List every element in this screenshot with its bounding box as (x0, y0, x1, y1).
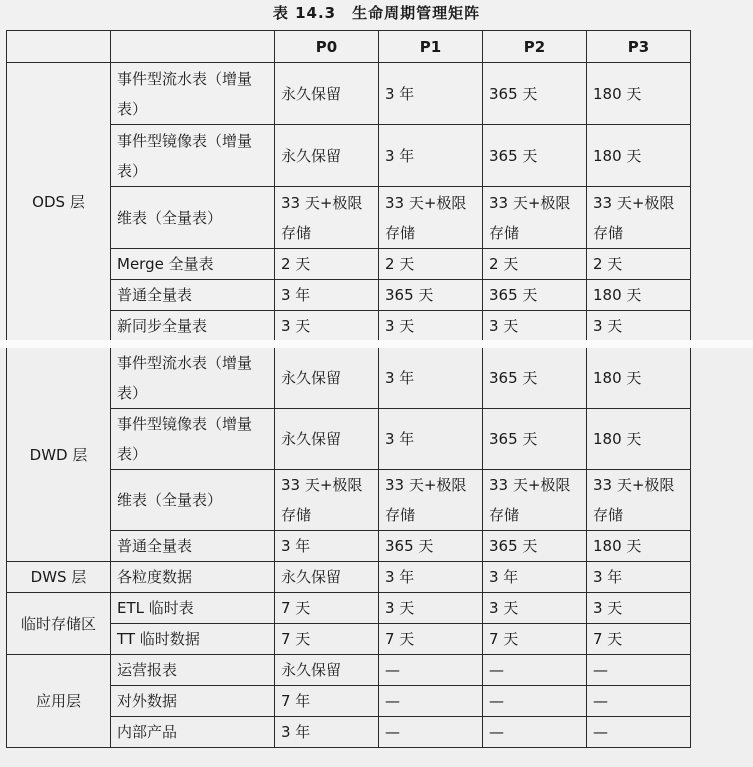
cell-p3: 180 天 (587, 409, 691, 470)
table-name: 事件型镜像表（增量表） (111, 125, 275, 187)
cell-p2: — (483, 655, 587, 686)
cell-p2: 2 天 (483, 249, 587, 280)
cell-p0: 33 天+极限存储 (275, 470, 379, 531)
header-row (7, 31, 691, 63)
cell-p1: 3 年 (379, 125, 483, 187)
cell-p2: 365 天 (483, 125, 587, 187)
table-name: 维表（全量表） (111, 187, 275, 249)
cell-p1: 33 天+极限存储 (379, 470, 483, 531)
header-blank (7, 31, 111, 63)
header-p0: P0 (275, 31, 379, 63)
cell-p0: 7 天 (275, 624, 379, 655)
cell-p3: 33 天+极限存储 (587, 187, 691, 249)
cell-p3: 180 天 (587, 348, 691, 409)
cell-p2: 3 天 (483, 311, 587, 341)
lifecycle-matrix-top (6, 30, 691, 340)
cell-p2: 365 天 (483, 63, 587, 125)
cell-p0: 33 天+极限存储 (275, 187, 379, 249)
cell-p3: 180 天 (587, 280, 691, 311)
cell-p3: 3 年 (587, 562, 691, 593)
table-name: 内部产品 (111, 717, 275, 748)
table-bottom-page (0, 348, 753, 767)
page-gap (0, 340, 753, 348)
table-row (7, 348, 691, 409)
table-name: 普通全量表 (111, 531, 275, 562)
layer-dws: DWS 层 (7, 562, 111, 593)
cell-p0: 永久保留 (275, 655, 379, 686)
cell-p1: 3 年 (379, 348, 483, 409)
cell-p3: 33 天+极限存储 (587, 470, 691, 531)
layer-application: 应用层 (7, 655, 111, 748)
table-name: 各粒度数据 (111, 562, 275, 593)
cell-p0: 7 年 (275, 686, 379, 717)
cell-p2: 3 天 (483, 593, 587, 624)
cell-p0: 2 天 (275, 249, 379, 280)
cell-p3: 3 天 (587, 593, 691, 624)
cell-p1: 33 天+极限存储 (379, 187, 483, 249)
cell-p1: 365 天 (379, 531, 483, 562)
cell-p3: 7 天 (587, 624, 691, 655)
cell-p2: 365 天 (483, 409, 587, 470)
table-name: 事件型镜像表（增量表） (111, 409, 275, 470)
cell-p1: — (379, 717, 483, 748)
cell-p2: 33 天+极限存储 (483, 187, 587, 249)
table-row (7, 655, 691, 686)
cell-p2: 7 天 (483, 624, 587, 655)
table-name: ETL 临时表 (111, 593, 275, 624)
table-name: TT 临时数据 (111, 624, 275, 655)
cell-p2: 365 天 (483, 280, 587, 311)
cell-p3: 180 天 (587, 125, 691, 187)
cell-p0: 永久保留 (275, 125, 379, 187)
cell-p1: 3 年 (379, 562, 483, 593)
cell-p2: 365 天 (483, 531, 587, 562)
table-name: 事件型流水表（增量表） (111, 348, 275, 409)
header-p3: P3 (587, 31, 691, 63)
cell-p0: 永久保留 (275, 562, 379, 593)
cell-p1: 3 年 (379, 409, 483, 470)
table-name: 新同步全量表 (111, 311, 275, 341)
cell-p0: 3 年 (275, 280, 379, 311)
cell-p1: 365 天 (379, 280, 483, 311)
lifecycle-matrix-bottom (6, 348, 691, 748)
header-p1: P1 (379, 31, 483, 63)
table-row (7, 562, 691, 593)
cell-p3: 3 天 (587, 311, 691, 341)
cell-p1: 3 天 (379, 311, 483, 341)
cell-p1: 2 天 (379, 249, 483, 280)
table-top-page (0, 0, 753, 340)
table-name: 维表（全量表） (111, 470, 275, 531)
cell-p3: — (587, 686, 691, 717)
cell-p2: 365 天 (483, 348, 587, 409)
layer-dwd: DWD 层 (7, 348, 111, 562)
table-name: Merge 全量表 (111, 249, 275, 280)
cell-p2: — (483, 717, 587, 748)
cell-p3: — (587, 655, 691, 686)
table-name: 运营报表 (111, 655, 275, 686)
cell-p1: — (379, 686, 483, 717)
cell-p1: 7 天 (379, 624, 483, 655)
cell-p1: 3 年 (379, 63, 483, 125)
header-p2: P2 (483, 31, 587, 63)
table-row (7, 593, 691, 624)
cell-p0: 永久保留 (275, 63, 379, 125)
table-caption: 表 14.3 生命周期管理矩阵 (272, 4, 481, 22)
cell-p0: 7 天 (275, 593, 379, 624)
cell-p0: 永久保留 (275, 348, 379, 409)
table-name: 对外数据 (111, 686, 275, 717)
cell-p0: 3 年 (275, 717, 379, 748)
layer-ods: ODS 层 (7, 63, 111, 341)
table-name: 事件型流水表（增量表） (111, 63, 275, 125)
cell-p3: 180 天 (587, 63, 691, 125)
cell-p3: 180 天 (587, 531, 691, 562)
layer-temp-storage: 临时存储区 (7, 593, 111, 655)
cell-p0: 3 年 (275, 531, 379, 562)
cell-p3: 2 天 (587, 249, 691, 280)
cell-p3: — (587, 717, 691, 748)
cell-p2: — (483, 686, 587, 717)
cell-p2: 33 天+极限存储 (483, 470, 587, 531)
header-blank (111, 31, 275, 63)
cell-p2: 3 年 (483, 562, 587, 593)
cell-p1: — (379, 655, 483, 686)
cell-p0: 永久保留 (275, 409, 379, 470)
table-name: 普通全量表 (111, 280, 275, 311)
cell-p1: 3 天 (379, 593, 483, 624)
table-row (7, 63, 691, 125)
cell-p0: 3 天 (275, 311, 379, 341)
